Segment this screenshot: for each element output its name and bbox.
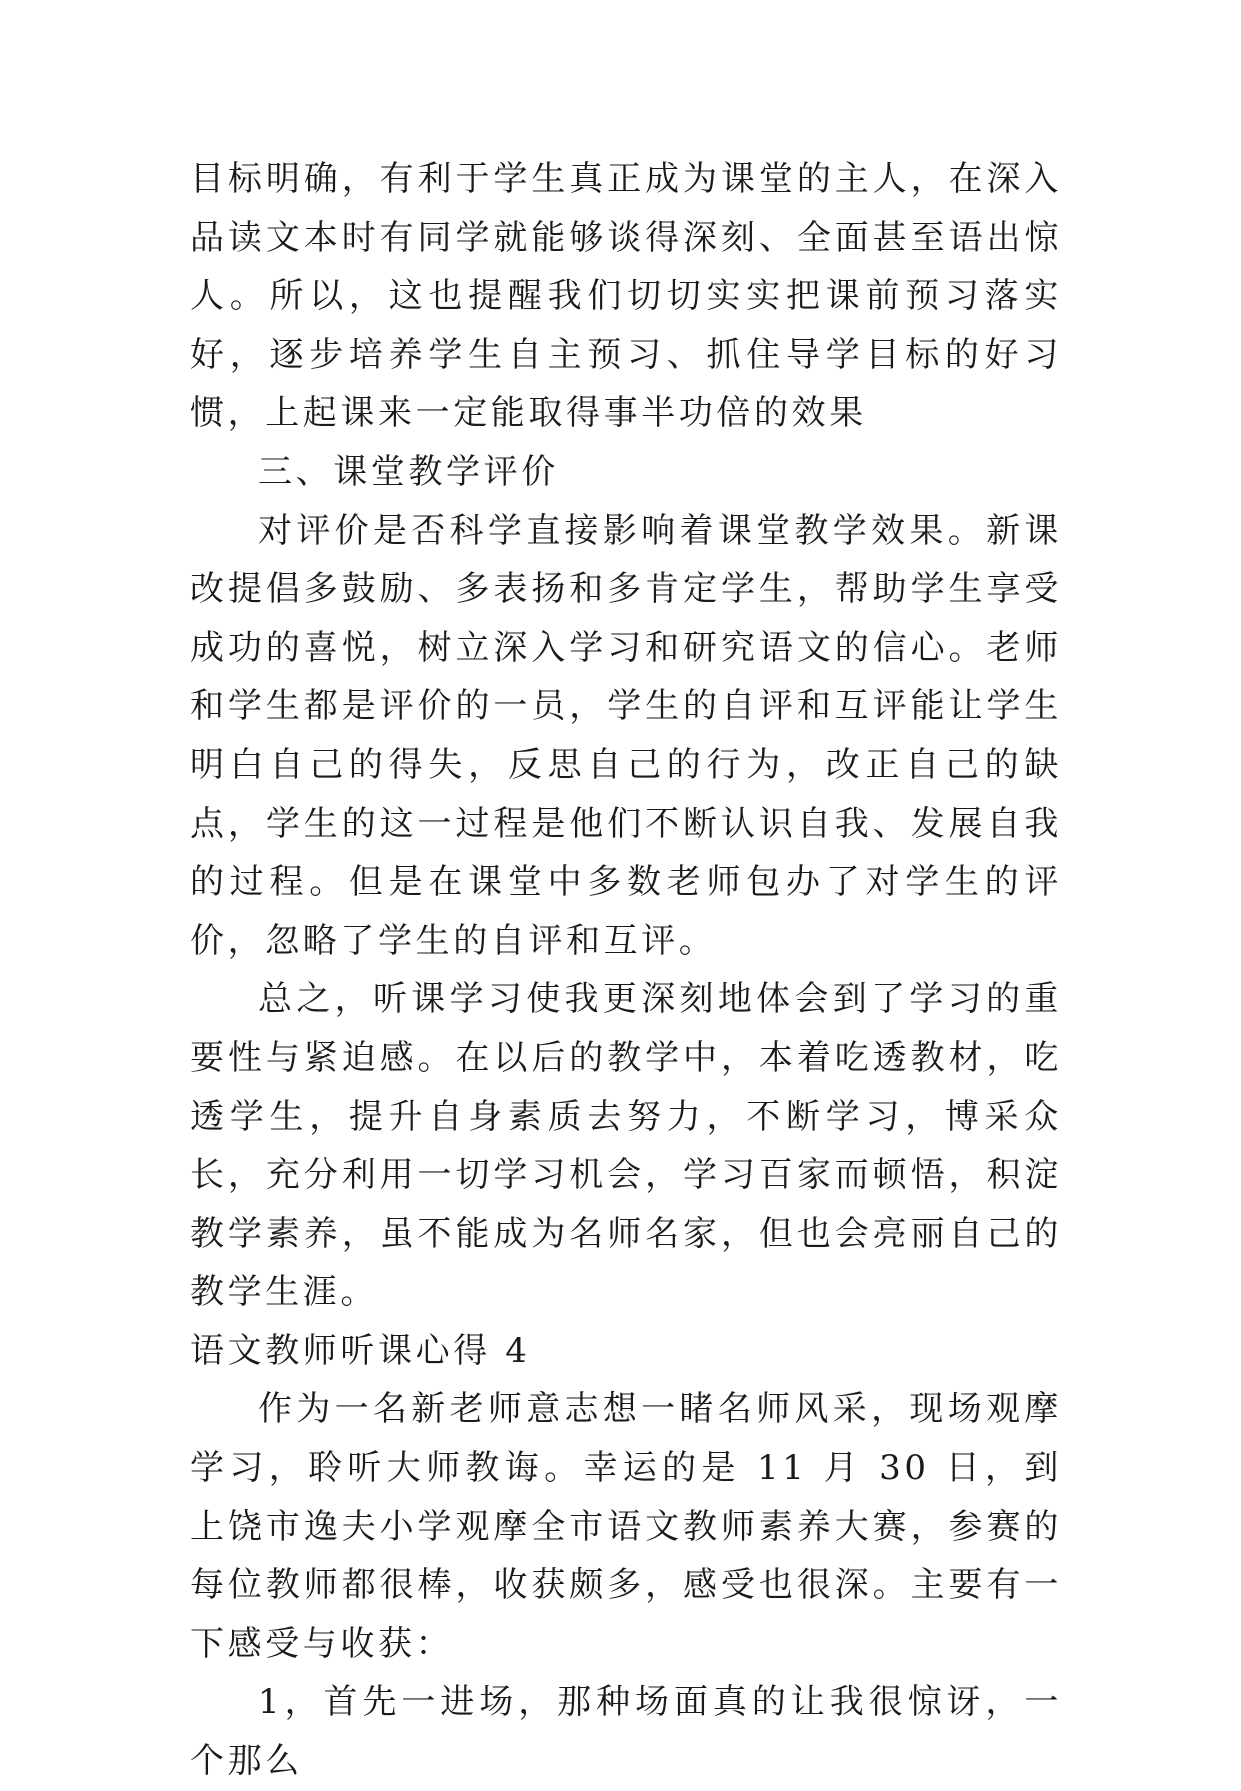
paragraph-intro: 作为一名新老师意志想一睹名师风采，现场观摩学习，聆听大师教诲。幸运的是 11 月 30 日，到上饶市逸夫小学观摩全市语文教师素养大赛，参赛的每位教师都很棒，收获颇多，感受也很深。主要有一下感受与收获： (190, 1389, 1062, 1664)
paragraph-point-1: 1，首先一进场，那种场面真的让我很惊讶，一个那么 (190, 1682, 1062, 1782)
section-heading: 三、课堂教学评价 (258, 451, 559, 492)
paragraph-evaluation: 对评价是否科学直接影响着课堂教学效果。新课改提倡多鼓励、多表扬和多肯定学生，帮助学生享受成功的喜悦，树立深入学习和研究语文的信心。老师和学生都是评价的一员，学生的自评和互评能让学生明白自己的得失，反思自己的行为，改正自己的缺点，学生的这一过程是他们不断认识自我、发展自我的过程。但是在课堂中多数老师包办了对学生的评价，忽略了学生的自评和互评。 (190, 510, 1062, 961)
document-page (190, 150, 1062, 1791)
article-title: 语文教师听课心得 4 (190, 1330, 531, 1371)
paragraph-summary: 总之，听课学习使我更深刻地体会到了学习的重要性与紧迫感。在以后的教学中，本着吃透教材，吃透学生，提升自身素质去努力，不断学习，博采众长，充分利用一切学习机会，学习百家而顿悟，积淀教学素养，虽不能成为名师名家，但也会亮丽自己的教学生涯。 (190, 979, 1062, 1313)
paragraph-continuation: 目标明确，有利于学生真正成为课堂的主人，在深入品读文本时有同学就能够谈得深刻、全面甚至语出惊人。所以，这也提醒我们切切实实把课前预习落实好，逐步培养学生自主预习、抓住导学目标的好习惯，上起课来一定能取得事半功倍的效果 (190, 159, 1062, 434)
